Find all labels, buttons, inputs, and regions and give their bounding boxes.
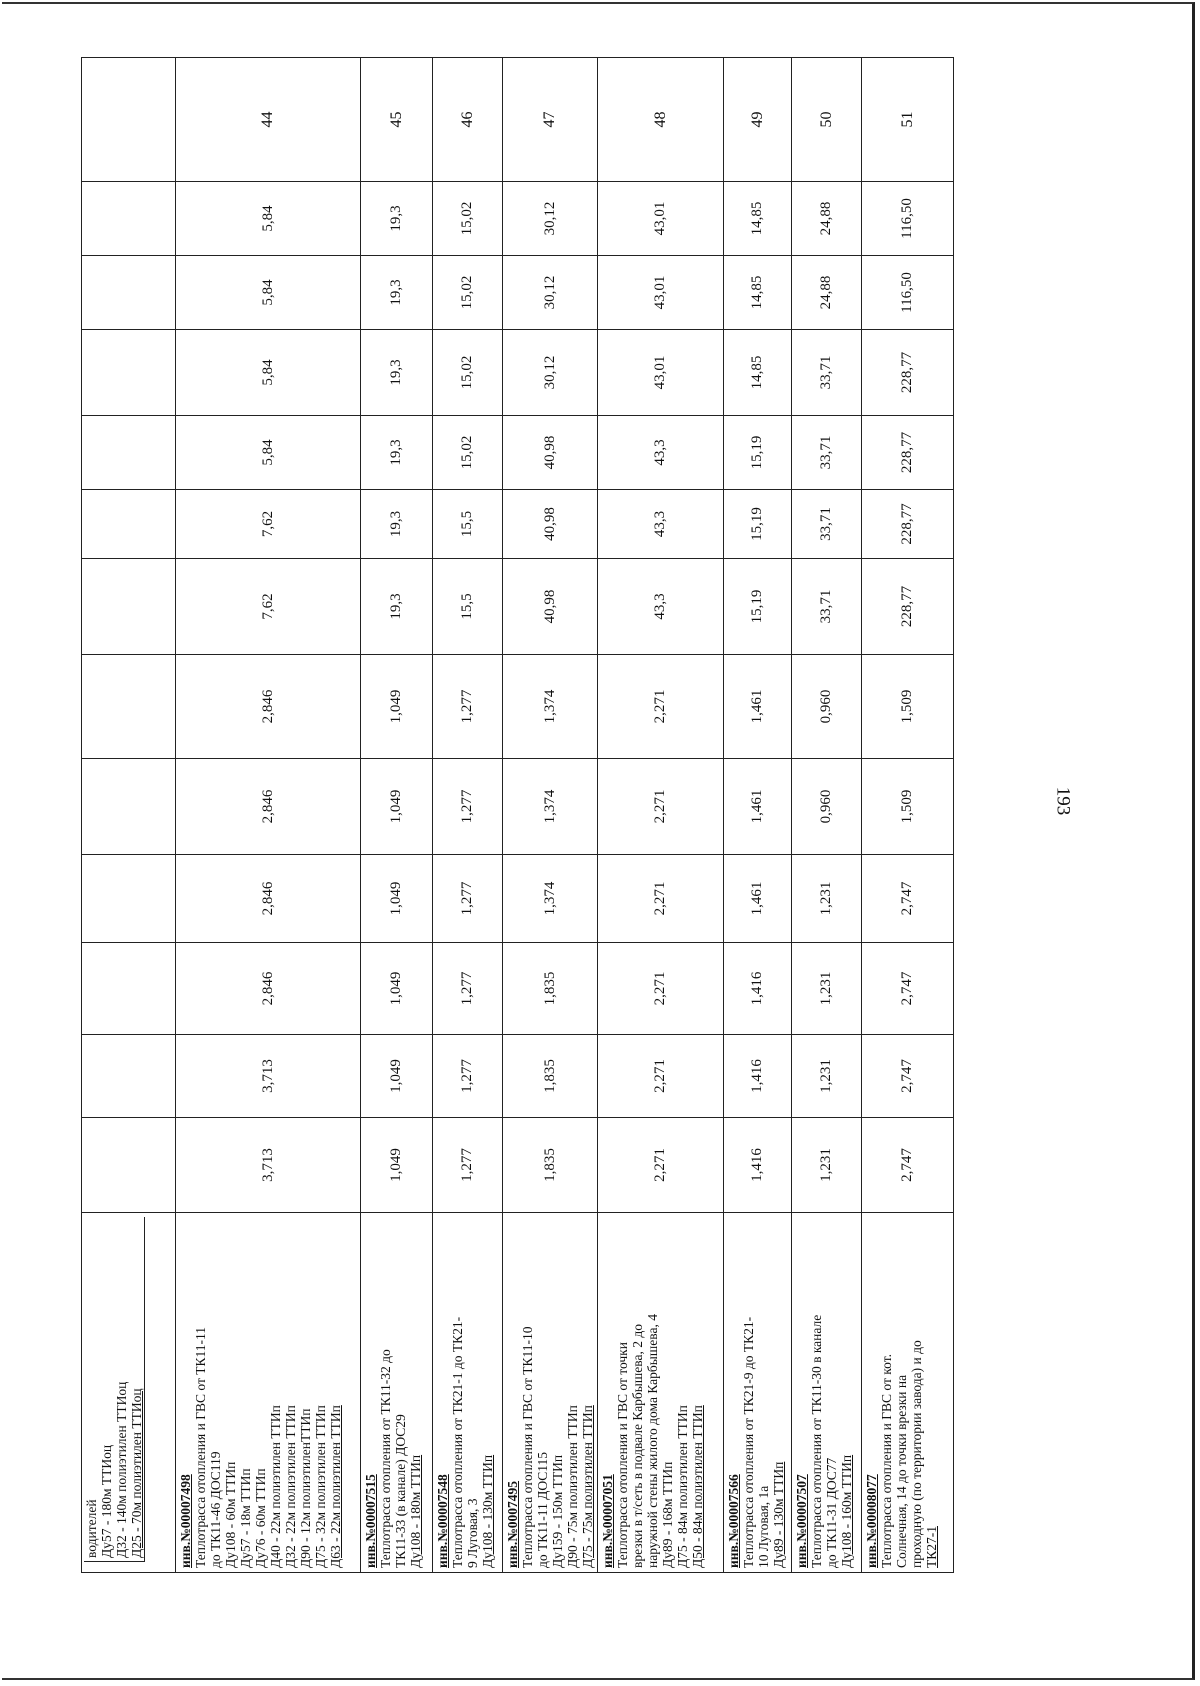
description-line: Д90 - 75м полиэтилен ТТИп xyxy=(565,1405,580,1568)
value-cell: 43,3 xyxy=(598,416,724,490)
row-index: 44 xyxy=(176,58,361,182)
value-cell: 19,3 xyxy=(361,256,433,330)
description-line: Ду89 - 130м ТТИп xyxy=(771,1461,786,1568)
value-cell: 2,271 xyxy=(598,943,724,1035)
inventory-number: инв.№00008077 xyxy=(864,1474,879,1568)
value-cell: 1,277 xyxy=(433,943,503,1035)
value-cell: 1,835 xyxy=(503,1035,598,1118)
value-cell: 1,277 xyxy=(433,1035,503,1118)
description-line: Теплотрасса отопления от ТК21-9 до ТК21- xyxy=(741,1316,756,1568)
inventory-number: инв.№00007507 xyxy=(794,1474,809,1568)
value-cell: 2,747 xyxy=(862,1118,954,1213)
row-index: 46 xyxy=(433,58,503,182)
description-subbox xyxy=(84,1217,145,1562)
value-cell: 2,271 xyxy=(598,1118,724,1213)
value-cell: 15,02 xyxy=(433,256,503,330)
table-row xyxy=(433,58,503,1573)
value-cell: 1,277 xyxy=(433,655,503,759)
value-cell: 1,461 xyxy=(724,655,792,759)
value-cell: 2,271 xyxy=(598,655,724,759)
table-row xyxy=(503,58,598,1573)
value-cell: 116,50 xyxy=(862,256,954,330)
value-cell: 0,960 xyxy=(792,759,862,855)
value-cell: 228,77 xyxy=(862,416,954,490)
value-cell xyxy=(82,490,176,559)
description-line: Ду108 - 160м ТТИп xyxy=(839,1454,854,1568)
value-cell xyxy=(82,759,176,855)
description-line: проходную (по территории завода) и до xyxy=(909,1340,924,1568)
description-line: ТК11-33 (в канале) ДОС29 xyxy=(393,1414,408,1568)
value-cell: 33,71 xyxy=(792,416,862,490)
description-line: наружной стены жилого дома Карбышева, 4 xyxy=(645,1314,660,1568)
description-cell xyxy=(724,1213,792,1573)
description-line: 10 Луговая, 1а xyxy=(756,1485,771,1568)
description-line: Ду108 - 60м ТТИп xyxy=(223,1461,238,1568)
value-cell: 1,049 xyxy=(361,1118,433,1213)
value-cell: 30,12 xyxy=(503,330,598,416)
value-cell: 1,231 xyxy=(792,1035,862,1118)
value-cell: 1,231 xyxy=(792,855,862,943)
value-cell: 1,461 xyxy=(724,759,792,855)
value-cell: 1,049 xyxy=(361,1035,433,1118)
value-cell: 15,5 xyxy=(433,490,503,559)
description-line: Ду108 - 180м ТТИп xyxy=(408,1454,423,1568)
value-cell: 2,271 xyxy=(598,1035,724,1118)
description-cell xyxy=(862,1213,954,1573)
description-cell xyxy=(361,1213,433,1573)
description-line: Теплотрасса отопления и ГВС от ТК11-11 xyxy=(193,1327,208,1568)
row-index: 49 xyxy=(724,58,792,182)
heat-network-table xyxy=(81,57,954,1573)
value-cell: 43,01 xyxy=(598,330,724,416)
row-index: 51 xyxy=(862,58,954,182)
value-cell: 3,713 xyxy=(176,1118,361,1213)
value-cell: 43,3 xyxy=(598,559,724,655)
value-cell: 40,98 xyxy=(503,490,598,559)
table-row xyxy=(176,58,361,1573)
description-line: Теплотрасса отопления от ТК21-1 до ТК21- xyxy=(450,1316,465,1568)
value-cell: 33,71 xyxy=(792,490,862,559)
value-cell xyxy=(82,655,176,759)
value-cell xyxy=(82,182,176,256)
table-row xyxy=(724,58,792,1573)
description-line: водителей xyxy=(84,1499,99,1558)
value-cell: 15,02 xyxy=(433,330,503,416)
value-cell: 33,71 xyxy=(792,330,862,416)
value-cell: 43,01 xyxy=(598,256,724,330)
inventory-number: инв.№00007498 xyxy=(178,1474,193,1568)
value-cell: 2,271 xyxy=(598,759,724,855)
value-cell: 2,271 xyxy=(598,855,724,943)
description-line: до ТК11-31 ДОС77 xyxy=(824,1457,839,1568)
table-row xyxy=(792,58,862,1573)
value-cell: 14,85 xyxy=(724,182,792,256)
description-line: врезки в т/сеть в подвале Карбышева, 2 до xyxy=(630,1324,645,1568)
value-cell: 19,3 xyxy=(361,182,433,256)
value-cell: 2,846 xyxy=(176,759,361,855)
value-cell: 24,88 xyxy=(792,182,862,256)
value-cell: 15,19 xyxy=(724,490,792,559)
value-cell: 228,77 xyxy=(862,330,954,416)
description-line: Д32 - 140м полиэтилен ТТИоц xyxy=(114,1381,129,1558)
value-cell: 1,231 xyxy=(792,1118,862,1213)
table-row xyxy=(862,58,954,1573)
value-cell: 5,84 xyxy=(176,416,361,490)
value-cell: 15,5 xyxy=(433,559,503,655)
value-cell: 30,12 xyxy=(503,182,598,256)
value-cell: 1,835 xyxy=(503,943,598,1035)
row-index: 50 xyxy=(792,58,862,182)
description-cell xyxy=(82,1213,176,1573)
inventory-number: инв.№00007566 xyxy=(726,1474,741,1568)
value-cell xyxy=(82,1118,176,1213)
description-line: Ду159 - 150м ТТИп xyxy=(550,1454,565,1568)
value-cell xyxy=(82,943,176,1035)
value-cell: 1,374 xyxy=(503,855,598,943)
description-line: Д40 - 22м полиэтилен ТТИп xyxy=(268,1405,283,1568)
description-line: Д50 - 84м полиэтилен ТТИп xyxy=(690,1405,705,1568)
value-cell: 19,3 xyxy=(361,330,433,416)
value-cell: 7,62 xyxy=(176,559,361,655)
value-cell: 5,84 xyxy=(176,330,361,416)
value-cell: 15,19 xyxy=(724,559,792,655)
value-cell: 2,747 xyxy=(862,855,954,943)
value-cell: 19,3 xyxy=(361,559,433,655)
value-cell: 1,509 xyxy=(862,759,954,855)
value-cell: 15,02 xyxy=(433,416,503,490)
value-cell: 5,84 xyxy=(176,182,361,256)
value-cell: 1,835 xyxy=(503,1118,598,1213)
value-cell: 15,02 xyxy=(433,182,503,256)
description-cell xyxy=(792,1213,862,1573)
value-cell: 228,77 xyxy=(862,490,954,559)
value-cell: 1,509 xyxy=(862,655,954,759)
value-cell xyxy=(82,1035,176,1118)
rotated-table-container xyxy=(81,58,1001,1573)
description-line: Солнечная, 14 до точки врезки на xyxy=(894,1374,909,1568)
value-cell: 1,416 xyxy=(724,943,792,1035)
description-line: Д75 - 32м полиэтилен ТТИп xyxy=(313,1405,328,1568)
description-cell xyxy=(598,1213,724,1573)
value-cell xyxy=(82,416,176,490)
description-line: Ду57 - 18м ТТИп xyxy=(238,1468,253,1568)
value-cell: 1,049 xyxy=(361,759,433,855)
description-cell xyxy=(176,1213,361,1573)
description-line: Теплотрасса отопления и ГВС от кот. xyxy=(879,1354,894,1568)
value-cell: 33,71 xyxy=(792,559,862,655)
value-cell xyxy=(82,559,176,655)
description-line: до ТК11-11 ДОС115 xyxy=(535,1452,550,1568)
description-line: Теплотрасса отопления от ТК11-32 до xyxy=(378,1349,393,1568)
value-cell xyxy=(82,256,176,330)
value-cell: 40,98 xyxy=(503,559,598,655)
value-cell: 1,374 xyxy=(503,759,598,855)
value-cell: 1,049 xyxy=(361,943,433,1035)
value-cell: 2,747 xyxy=(862,1035,954,1118)
value-cell: 1,416 xyxy=(724,1118,792,1213)
table-row xyxy=(361,58,433,1573)
value-cell: 1,277 xyxy=(433,759,503,855)
description-line: Ду89 - 168м ТТИп xyxy=(660,1461,675,1568)
value-cell: 228,77 xyxy=(862,559,954,655)
description-line: Д90 - 12м полиэтиленТТИп xyxy=(298,1408,313,1568)
value-cell: 30,12 xyxy=(503,256,598,330)
description-line: Д75 - 84м полиэтилен ТТИп xyxy=(675,1405,690,1568)
value-cell: 1,277 xyxy=(433,1118,503,1213)
value-cell: 19,3 xyxy=(361,416,433,490)
description-cell xyxy=(433,1213,503,1573)
description-line: Теплотрасса отопления от ТК11-30 в канале xyxy=(809,1314,824,1568)
inventory-number: инв.№00007515 xyxy=(363,1474,378,1568)
table-body xyxy=(82,58,954,1573)
description-cell xyxy=(503,1213,598,1573)
description-line: Ду76 - 60м ТТИп xyxy=(253,1468,268,1568)
description-line: Ду57 - 180м ТТИоц xyxy=(99,1444,114,1558)
value-cell: 2,846 xyxy=(176,655,361,759)
description-line: 9 Луговая, 3 xyxy=(465,1498,480,1568)
value-cell: 7,62 xyxy=(176,490,361,559)
inventory-number: инв.№00007548 xyxy=(435,1474,450,1568)
value-cell: 24,88 xyxy=(792,256,862,330)
value-cell: 1,049 xyxy=(361,655,433,759)
value-cell: 2,846 xyxy=(176,855,361,943)
value-cell: 5,84 xyxy=(176,256,361,330)
value-cell: 116,50 xyxy=(862,182,954,256)
description-line: Теплотрасса отопления и ГВС от точки xyxy=(615,1342,630,1568)
value-cell: 1,277 xyxy=(433,855,503,943)
value-cell: 1,374 xyxy=(503,655,598,759)
value-cell xyxy=(82,330,176,416)
table-row xyxy=(82,58,176,1573)
row-index xyxy=(82,58,176,182)
value-cell: 43,3 xyxy=(598,490,724,559)
value-cell: 15,19 xyxy=(724,416,792,490)
description-line: Д63 - 22м полиэтилен ТТИп xyxy=(328,1405,343,1568)
inventory-number: инв.№00007051 xyxy=(600,1474,615,1568)
value-cell: 19,3 xyxy=(361,490,433,559)
value-cell: 2,747 xyxy=(862,943,954,1035)
description-line: Ду108 - 130м ТТИп xyxy=(480,1454,495,1568)
description-line: Д32 - 22м полиэтилен ТТИп xyxy=(283,1405,298,1568)
description-line: Д25 - 70м полиэтилен ТТИоц xyxy=(129,1388,144,1558)
value-cell: 43,01 xyxy=(598,182,724,256)
value-cell: 40,98 xyxy=(503,416,598,490)
value-cell: 1,049 xyxy=(361,855,433,943)
table-row xyxy=(598,58,724,1573)
value-cell: 1,231 xyxy=(792,943,862,1035)
value-cell: 14,85 xyxy=(724,330,792,416)
value-cell: 2,846 xyxy=(176,943,361,1035)
value-cell xyxy=(82,855,176,943)
description-line: Теплотрасса отопления и ГВС от ТК11-10 xyxy=(520,1326,535,1568)
value-cell: 1,416 xyxy=(724,1035,792,1118)
row-index: 48 xyxy=(598,58,724,182)
value-cell: 14,85 xyxy=(724,256,792,330)
inventory-number: инв.№0007495 xyxy=(505,1480,520,1568)
row-index: 45 xyxy=(361,58,433,182)
page-number: 193 xyxy=(1052,786,1074,816)
value-cell: 3,713 xyxy=(176,1035,361,1118)
value-cell: 0,960 xyxy=(792,655,862,759)
description-line: до ТК11-46 ДОС119 xyxy=(208,1451,223,1568)
row-index: 47 xyxy=(503,58,598,182)
value-cell: 1,461 xyxy=(724,855,792,943)
description-line: ТК27-1 xyxy=(924,1526,939,1568)
description-line: Д75 - 75м полиэтилен ТТИп xyxy=(580,1405,595,1568)
